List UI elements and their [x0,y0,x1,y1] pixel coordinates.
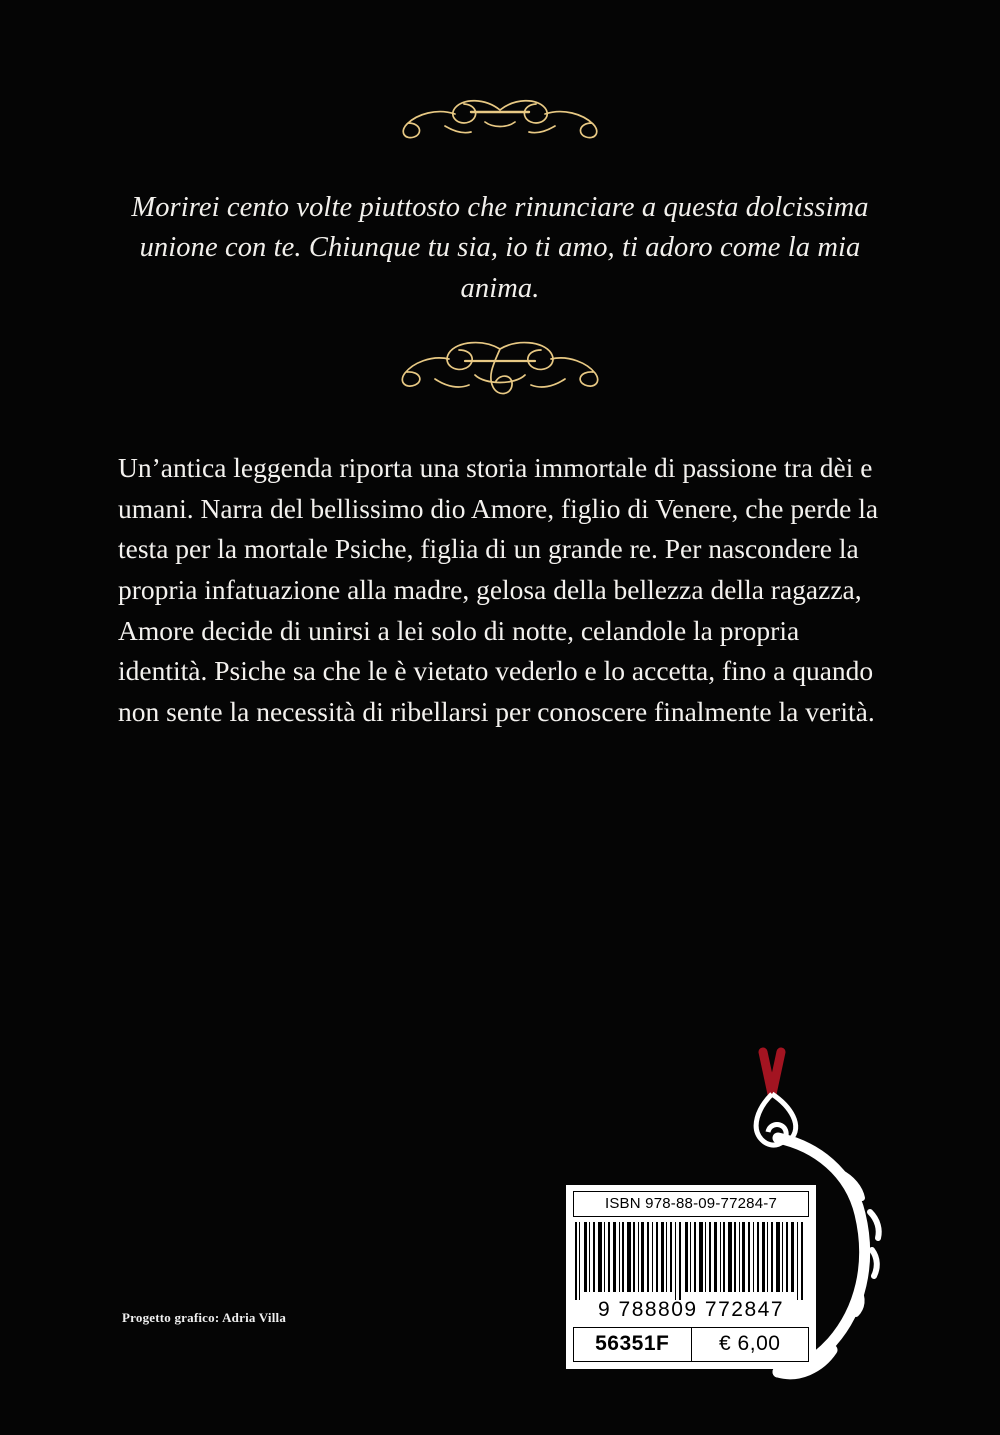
cover-quote: Morirei cento volte piuttosto che rinunciare a questa dolcissima unione con te. Chiunque tu sia, io ti amo, ti adoro come la mia anima. [131,192,869,304]
product-code: 56351F [574,1328,692,1361]
ean-digits: 9 788809 772847 [598,1298,784,1321]
cover-blurb: Un’antica leggenda riporta una storia immortale di passione tra dèi e umani. Narra del bellissimo dio Amore, figlio di Venere, che perde la testa per la mortale Psiche, figlia di un grande re. Per nascondere la propria infatuazione alla madre, gelosa della bellezza della ragazza, Amore decide di unirsi a lei solo di notte, celandole la propria identità. Psiche sa che le è vietato vederlo e lo accetta, fino a quando non sente la necessità di ribellarsi per conoscere finalmente la verità. [118,452,879,728]
barcode-icon [573,1222,809,1300]
flourish-ornament-icon [335,92,665,162]
price-value: € 6,00 [719,1332,781,1355]
barcode-block [566,1185,816,1369]
isbn-label: ISBN 978-88-09-77284-7 [573,1191,809,1217]
flourish-ornament-icon [335,335,665,405]
design-credit: Progetto grafico: Adria Villa [122,1310,287,1325]
price-row [573,1327,809,1362]
